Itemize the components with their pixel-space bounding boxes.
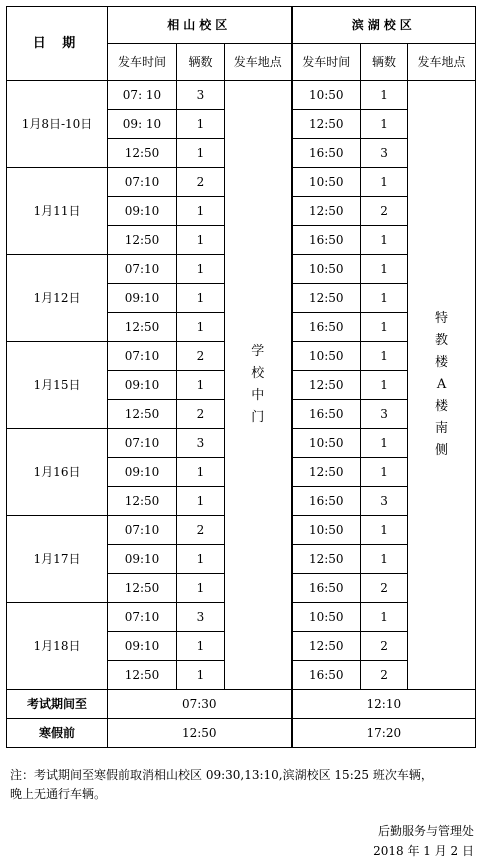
campus-a-time-header: 发车时间 [108,44,177,81]
campus-b-count: 1 [361,342,408,371]
campus-b-place-char: 教 [435,333,449,348]
campus-a-time: 07:10 [108,603,177,632]
campus-b-count: 1 [361,81,408,110]
footnote-line-2: 晚上无通行车辆。 [10,787,107,801]
campus-a-time: 07:10 [108,342,177,371]
campus-b-count: 2 [361,632,408,661]
campus-a-count: 1 [177,139,225,168]
campus-a-count: 2 [177,516,225,545]
campus-b-count: 3 [361,139,408,168]
campus-a-count: 3 [177,603,225,632]
campus-a-count: 1 [177,255,225,284]
campus-b-count: 1 [361,284,408,313]
campus-a-time: 07:10 [108,516,177,545]
campus-b-count: 1 [361,313,408,342]
campus-b-header: 滨湖校区 [292,7,476,44]
campus-a-place-header: 发车地点 [225,44,292,81]
campus-b-place-char: A [436,377,447,392]
campus-a-count: 1 [177,313,225,342]
campus-b-place-header: 发车地点 [408,44,476,81]
campus-a-place [225,81,292,690]
campus-a-place-char: 门 [251,410,265,425]
campus-a-count: 1 [177,632,225,661]
campus-b-time: 10:50 [292,168,361,197]
campus-a-time: 12:50 [108,226,177,255]
campus-a-time: 09:10 [108,458,177,487]
campus-a-count: 2 [177,168,225,197]
campus-b-count: 3 [361,487,408,516]
campus-a-time: 09:10 [108,371,177,400]
campus-a-count: 1 [177,284,225,313]
campus-a-place-char: 学 [251,344,265,359]
campus-b-place-char: 特 [435,311,449,326]
campus-a-place-char: 校 [251,366,265,381]
table-row [7,81,476,110]
date-cell: 1月8日-10日 [7,81,108,168]
footnote-line-1: 注：考试期间至寒假前取消相山校区 09:30,13:10,滨湖校区 15:25 班次车辆， [10,768,433,782]
campus-a-time: 12:50 [108,661,177,690]
footnote [10,766,480,804]
campus-a-time: 12:50 [108,487,177,516]
campus-b-count-header: 辆数 [361,44,408,81]
bus-schedule-table [6,6,476,748]
campus-b-count: 2 [361,197,408,226]
date-column-header: 日 期 [7,7,108,81]
campus-b-count: 1 [361,458,408,487]
campus-a-time: 07:10 [108,429,177,458]
campus-a-time: 09:10 [108,197,177,226]
date-cell: 1月12日 [7,255,108,342]
campus-b-count: 3 [361,400,408,429]
campus-b-count: 1 [361,603,408,632]
campus-b-time: 12:50 [292,458,361,487]
campus-b-time: 16:50 [292,661,361,690]
campus-a-header: 相山校区 [108,7,292,44]
campus-b-count: 1 [361,545,408,574]
campus-a-time: 09:10 [108,632,177,661]
campus-a-time: 12:50 [108,313,177,342]
campus-a-time: 09:10 [108,545,177,574]
campus-a-time: 07:10 [108,168,177,197]
campus-b-time: 12:50 [292,545,361,574]
exam-campus-b-time: 17:20 [292,719,476,748]
campus-a-count: 1 [177,574,225,603]
campus-b-time: 16:50 [292,574,361,603]
exam-period-label: 寒假前 [7,719,108,748]
exam-row [7,690,476,719]
campus-b-time-header: 发车时间 [292,44,361,81]
campus-a-count: 1 [177,661,225,690]
campus-b-count: 1 [361,226,408,255]
campus-b-time: 10:50 [292,342,361,371]
campus-b-count: 1 [361,371,408,400]
campus-b-time: 12:50 [292,197,361,226]
campus-a-count: 1 [177,197,225,226]
campus-a-time: 12:50 [108,139,177,168]
campus-b-count: 1 [361,429,408,458]
campus-a-time: 09:10 [108,284,177,313]
campus-b-count: 1 [361,168,408,197]
campus-b-time: 16:50 [292,139,361,168]
date-cell: 1月11日 [7,168,108,255]
campus-a-count: 2 [177,342,225,371]
exam-campus-b-time: 12:10 [292,690,476,719]
campus-a-count: 3 [177,81,225,110]
campus-b-time: 12:50 [292,371,361,400]
campus-a-count: 1 [177,545,225,574]
campus-b-time: 16:50 [292,226,361,255]
campus-a-count-header: 辆数 [177,44,225,81]
campus-b-time: 10:50 [292,429,361,458]
campus-b-count: 1 [361,110,408,139]
signature-date: 2018 年 1 月 2 日 [373,844,474,858]
campus-b-time: 10:50 [292,516,361,545]
date-cell: 1月15日 [7,342,108,429]
campus-b-place-char: 侧 [435,443,449,458]
campus-a-count: 1 [177,458,225,487]
campus-b-time: 16:50 [292,487,361,516]
campus-a-time: 07: 10 [108,81,177,110]
exam-campus-a-time: 07:30 [108,690,292,719]
campus-b-count: 2 [361,661,408,690]
campus-a-time: 12:50 [108,400,177,429]
campus-a-count: 1 [177,371,225,400]
campus-b-time: 10:50 [292,603,361,632]
campus-b-place-char: 南 [435,421,449,436]
campus-a-count: 1 [177,226,225,255]
date-cell: 1月18日 [7,603,108,690]
campus-a-place-char: 中 [251,388,265,403]
campus-a-count: 2 [177,400,225,429]
exam-campus-a-time: 12:50 [108,719,292,748]
exam-row [7,719,476,748]
campus-b-count: 1 [361,516,408,545]
date-cell: 1月17日 [7,516,108,603]
campus-a-count: 1 [177,110,225,139]
campus-b-count: 1 [361,255,408,284]
campus-a-time: 12:50 [108,574,177,603]
campus-b-time: 10:50 [292,81,361,110]
campus-b-time: 12:50 [292,110,361,139]
campus-b-count: 2 [361,574,408,603]
campus-b-place [408,81,476,690]
campus-b-time: 16:50 [292,313,361,342]
campus-b-time: 16:50 [292,400,361,429]
campus-b-time: 10:50 [292,255,361,284]
campus-b-time: 12:50 [292,632,361,661]
campus-a-time: 09: 10 [108,110,177,139]
campus-a-time: 07:10 [108,255,177,284]
campus-b-place-char: 楼 [435,355,449,370]
campus-b-time: 12:50 [292,284,361,313]
exam-period-label: 考试期间至 [7,690,108,719]
date-cell: 1月16日 [7,429,108,516]
signature-office: 后勤服务与管理处 [377,824,474,838]
campus-b-place-char: 楼 [435,399,449,414]
campus-a-count: 3 [177,429,225,458]
campus-a-count: 1 [177,487,225,516]
